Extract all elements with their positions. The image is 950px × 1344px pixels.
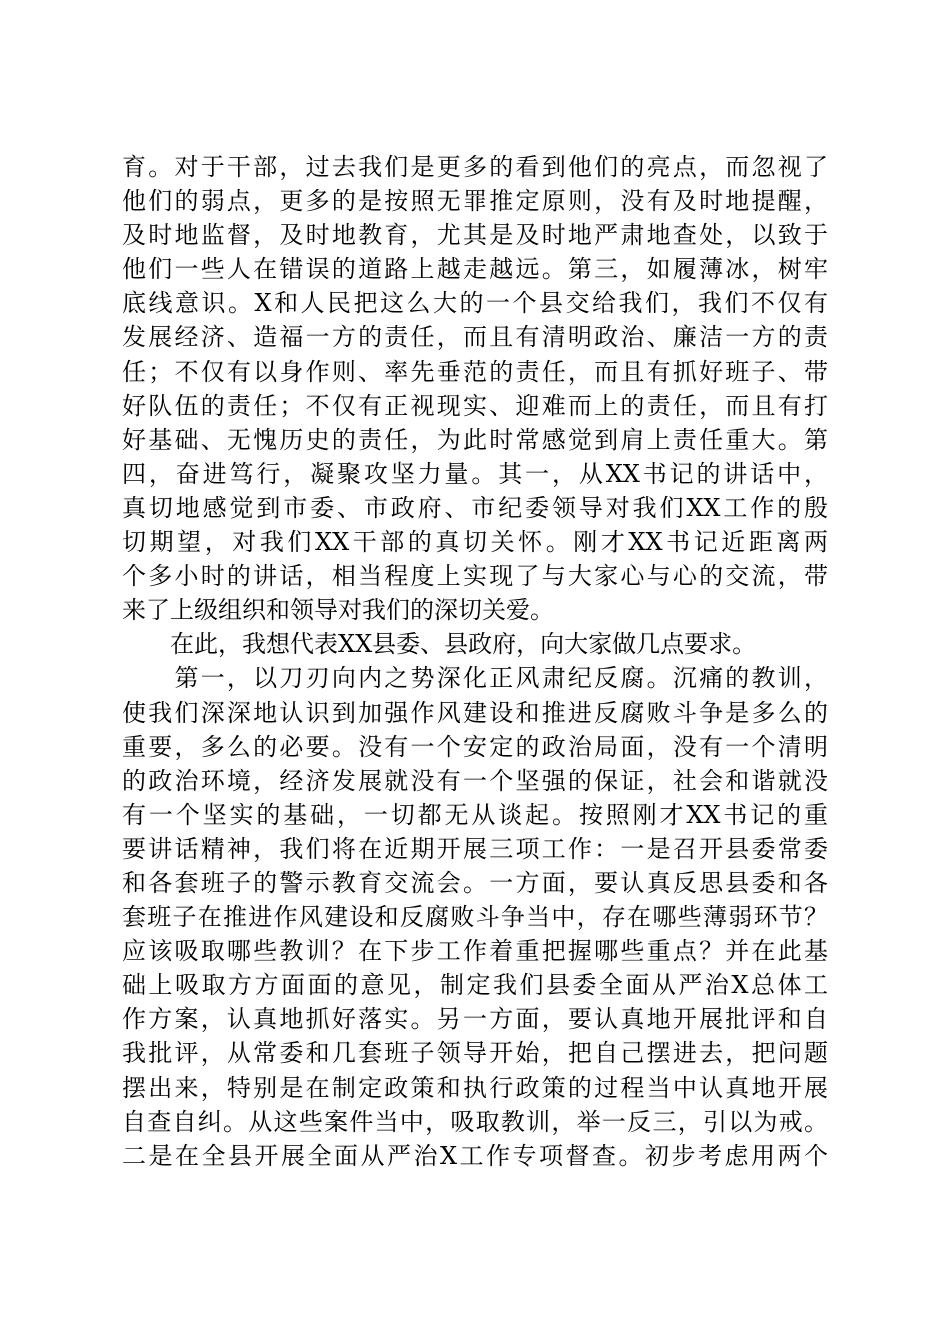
text-line: 和各套班子的警示教育交流会。一方面，要认真反思县委和各 — [122, 868, 828, 897]
text-line: 的政治环境，经济发展就没有一个坚强的保证，社会和谐就没 — [122, 766, 828, 795]
text-line: 要讲话精神，我们将在近期开展三项工作：一是召开县委常委 — [122, 834, 828, 863]
text-line: 好队伍的责任；不仅有正视现实、迎难而上的责任，而且有打 — [122, 391, 828, 420]
text-line: 切期望，对我们XX干部的真切关怀。刚才XX书记近距离两 — [122, 528, 828, 557]
text-line: 础上吸取方方面面的意见，制定我们县委全面从严治X总体工 — [122, 971, 828, 1000]
text-line: 他们的弱点，更多的是按照无罪推定原则，没有及时地提醒， — [122, 187, 828, 216]
text-line: 他们一些人在错误的道路上越走越远。第三，如履薄冰，树牢 — [122, 255, 828, 284]
text-line: 我批评，从常委和几套班子领导开始，把自己摆进去，把问题 — [122, 1039, 828, 1068]
text-line: 个多小时的讲话，相当程度上实现了与大家心与心的交流，带 — [122, 562, 828, 591]
text-line: 及时地监督，及时地教育，尤其是及时地严肃地查处，以致于 — [122, 221, 828, 250]
text-line: 使我们深深地认识到加强作风建设和推进反腐败斗争是多么的 — [122, 698, 828, 727]
text-line: 真切地感觉到市委、市政府、市纪委领导对我们XX工作的殷 — [122, 493, 828, 522]
body-text — [122, 150, 828, 1173]
text-line: 套班子在推进作风建设和反腐败斗争当中，存在哪些薄弱环节？ — [122, 903, 828, 932]
text-line: 应该吸取哪些教训？在下步工作着重把握哪些重点？并在此基 — [122, 937, 828, 966]
text-line: 底线意识。X和人民把这么大的一个县交给我们，我们不仅有 — [122, 289, 828, 318]
text-line: 好基础、无愧历史的责任，为此时常感觉到肩上责任重大。第 — [122, 425, 828, 454]
text-line: 在此，我想代表XX县委、县政府，向大家做几点要求。 — [122, 630, 757, 659]
text-line: 育。对于干部，过去我们是更多的看到他们的亮点，而忽视了 — [122, 153, 828, 181]
text-line: 任；不仅有以身作则、率先垂范的责任，而且有抓好班子、带 — [122, 357, 828, 386]
text-line: 有一个坚实的基础，一切都无从谈起。按照刚才XX书记的重 — [122, 800, 828, 829]
text-line: 四，奋进笃行，凝聚攻坚力量。其一，从XX书记的讲话中， — [122, 459, 828, 488]
text-line: 二是在全县开展全面从严治X工作专项督查。初步考虑用两个 — [122, 1141, 828, 1170]
text-line: 第一，以刀刃向内之势深化正风肃纪反腐。沉痛的教训， — [122, 664, 828, 693]
text-line: 摆出来，特别是在制定政策和执行政策的过程当中认真地开展 — [122, 1073, 828, 1102]
text-line: 发展经济、造福一方的责任，而且有清明政治、廉洁一方的责 — [122, 323, 828, 352]
text-line: 来了上级组织和领导对我们的深切关爱。 — [122, 596, 554, 625]
text-line: 作方案，认真地抓好落实。另一方面，要认真地开展批评和自 — [122, 1005, 828, 1034]
text-line: 自查自纠。从这些案件当中，吸取教训，举一反三，引以为戒。 — [122, 1107, 828, 1136]
text-line: 重要，多么的必要。没有一个安定的政治局面，没有一个清明 — [122, 732, 828, 761]
